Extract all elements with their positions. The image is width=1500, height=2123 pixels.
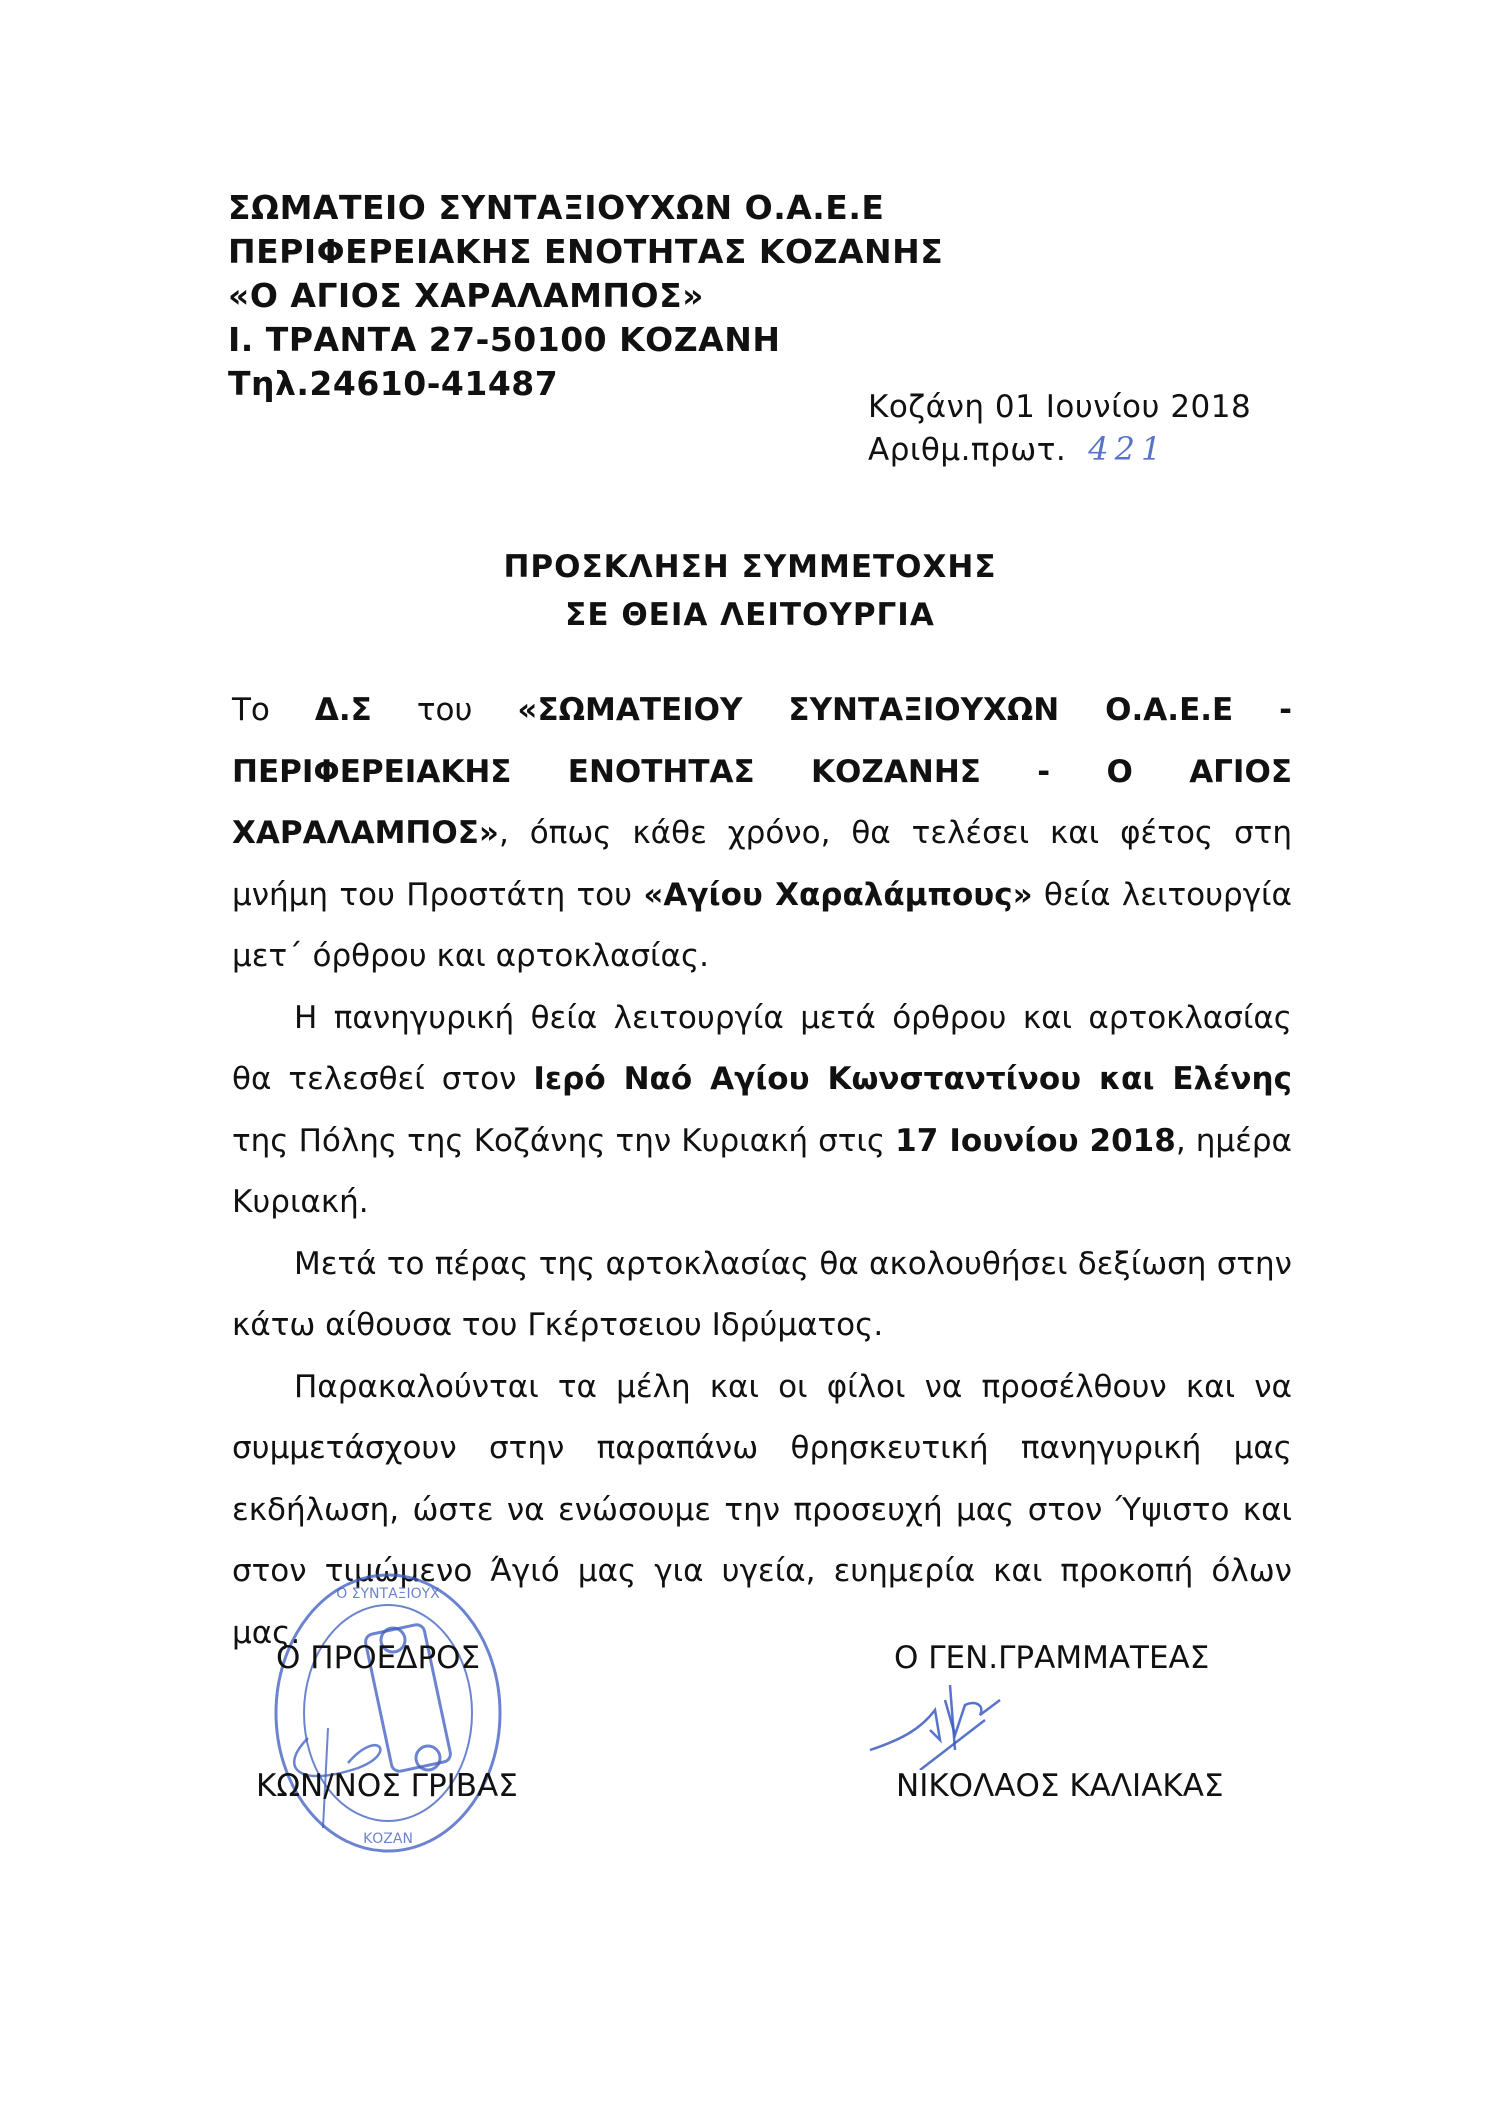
protocol-number-handwritten: 421 xyxy=(1088,430,1168,468)
text: Η πανηγυρική θεία λειτουργία μετά όρθρου και αρτοκλασίας θα τελεσθεί στον xyxy=(232,999,1292,1097)
title-line-1: ΠΡΟΣΚΛΗΣΗ ΣΥΜΜΕΤΟΧΗΣ xyxy=(503,549,997,585)
signature-right-name: ΝΙΚΟΛΑΟΣ ΚΑΛΙΑΚΑΣ xyxy=(896,1768,1224,1804)
title-line-2: ΣΕ ΘΕΙΑ ΛΕΙΤΟΥΡΓΙΑ xyxy=(565,597,935,633)
protocol-line xyxy=(868,428,1251,471)
document-date: Κοζάνη 01 Ιουνίου 2018 xyxy=(868,389,1252,425)
text: Το xyxy=(232,692,315,728)
signature-right-role: Ο ΓΕΝ.ΓΡΑΜΜΑΤΕΑΣ xyxy=(894,1640,1210,1676)
letterhead-org-name: ΣΩΜΑΤΕΙΟ ΣΥΝΤΑΞΙΟΥΧΩΝ Ο.Α.Ε.Ε xyxy=(228,188,885,227)
paragraph-3: Μετά το πέρας της αρτοκλασίας θα ακολουθήσει δεξίωση στην κάτω αίθουσα του Γκέρτσειου Ιδρύματος. xyxy=(232,1245,1292,1343)
bold-text: Δ.Σ xyxy=(314,692,372,728)
signature-left-name: ΚΩΝ/ΝΟΣ ΓΡΙΒΑΣ xyxy=(256,1768,518,1804)
document-title xyxy=(0,543,1500,639)
protocol-label: Αριθμ.πρωτ. xyxy=(868,432,1067,468)
text: , όπως κάθε χρόνο, θα τελέσει και φέτος στη μνήμη του Προστάτη του xyxy=(232,815,1292,913)
date-block xyxy=(868,386,1251,471)
letterhead-region: ΠΕΡΙΦΕΡΕΙΑΚΗΣ ΕΝΟΤΗΤΑΣ ΚΟΖΑΝΗΣ xyxy=(228,232,944,271)
svg-text:ΚΟΖΑΝ: ΚΟΖΑΝ xyxy=(363,1831,413,1847)
letterhead xyxy=(228,186,943,406)
paragraph-1 xyxy=(232,680,1292,988)
bold-text-event-date: 17 Ιουνίου 2018 xyxy=(895,1122,1176,1159)
bold-text-church-name: Ιερό Ναό Αγίου Κωνσταντίνου και Ελένης xyxy=(533,1061,1292,1097)
signature-left-role: Ο ΠΡΟΕΔΡΟΣ xyxy=(276,1640,481,1676)
text: της Πόλης της Κοζάνης την Κυριακή στις xyxy=(232,1122,896,1159)
letterhead-patron: «Ο ΑΓΙΟΣ ΧΑΡΑΛΑΜΠΟΣ» xyxy=(228,276,704,315)
bold-text-association-name: «ΣΩΜΑΤΕΙΟΥ ΣΥΝΤΑΞΙΟΥΧΩΝ Ο.Α.Ε.Ε - ΠΕΡΙΦΕΡΕΙΑΚΗΣ ΕΝΟΤΗΤΑΣ ΚΟΖΑΝΗΣ - Ο ΑΓΙΟΣ ΧΑΡΑΛΑΜΠΟΣ» xyxy=(232,692,1292,851)
letterhead-phone: Τηλ.24610-41487 xyxy=(228,364,559,403)
round-seal-stamp-icon xyxy=(268,1568,508,1858)
bold-text-saint-name: «Αγίου Χαραλάμπους» xyxy=(643,876,1033,913)
letterhead-address: Ι. ΤΡΑΝΤΑ 27-50100 ΚΟΖΑΝΗ xyxy=(228,320,781,359)
paragraph-2 xyxy=(232,988,1292,1234)
text: , ημέρα Κυριακή. xyxy=(232,1122,1292,1220)
svg-text:Ο ΣΥΝΤΑΞΙΟΥΧ: Ο ΣΥΝΤΑΞΙΟΥΧ xyxy=(336,1586,440,1602)
text: του xyxy=(371,692,518,728)
letter-body xyxy=(232,680,1292,1664)
handwritten-signature-icon xyxy=(860,1680,1020,1770)
paragraph-4: Παρακαλούνται τα μέλη και οι φίλοι να προσέλθουν και να συμμετάσχουν στην παραπάνω θρησκευτική πανηγυρική μας εκδήλωση, ώστε να ενώσουμε την προσευχή μας στον Ύψιστο και στον τιμώμενο Άγιό μας για υγεία, ευημερία και προκοπή όλων μας. xyxy=(232,1368,1292,1651)
text: θεία λειτουργία μετ΄ όρθρου και αρτοκλασίας. xyxy=(232,876,1292,974)
